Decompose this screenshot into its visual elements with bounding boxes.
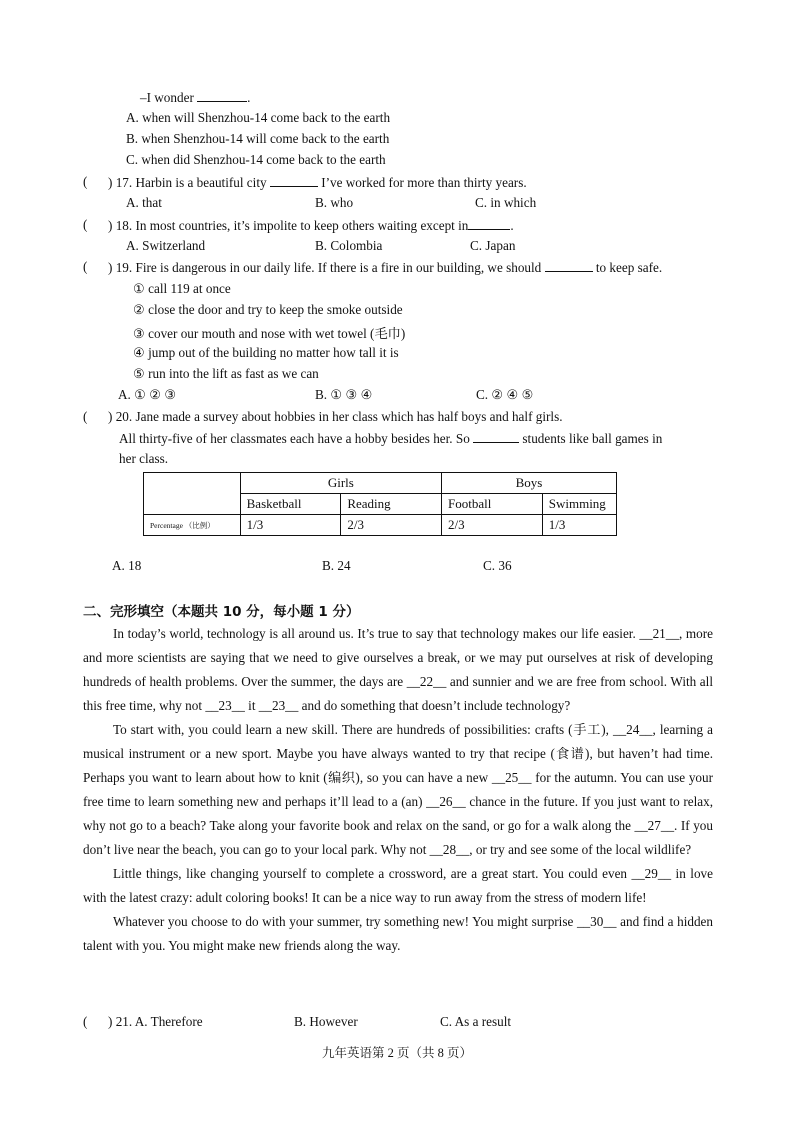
q19-option-a: A. ① ② ③ [118,387,177,402]
q16-option-b: B. when Shenzhou-14 will come back to the earth [126,131,390,146]
table-row [144,473,617,494]
q19-item-1: ① call 119 at once [133,281,231,296]
cell-basketball: 1/3 [240,515,341,536]
q16-option-c: C. when did Shenzhou-14 come back to the earth [126,152,386,167]
q20-paren: ( [83,409,88,424]
answer-blank [473,430,519,443]
answer-blank [545,259,593,272]
header-reading: Reading [341,494,442,515]
paragraph-1: In today’s world, technology is all around us. It’s true to say that technology makes our life easier. __21__, more and more scientists are saying that we need to give ourselves a break, or we may put ourselves at risk of developing hundreds of health problems. Over the summer, the days are __22__ and sunnier and we are free from school. With all this free time, why not __23__ it __23__ and do something that doesn’t include technology? [83,626,713,713]
paragraph-4: Whatever you choose to do with your summer, try something new! You might surprise __30__ and find a hidden talent with you. You might make new friends along the way. [83,914,713,953]
q19-stem: ) 19. Fire is dangerous in our daily life. If there is a fire in our building, we should to keep safe. [108,260,663,275]
q20-option-a: A. 18 [112,558,142,573]
q17-option-a: A. that [126,195,162,210]
q19-option-b: B. ① ③ ④ [315,387,373,402]
table-corner-cell [144,473,241,515]
q17-option-c: C. in which [475,195,537,210]
answer-blank [197,89,247,102]
q18-stem: ) 18. In most countries, it’s impolite to keep others waiting except in . [108,218,514,233]
cell-football: 2/3 [442,515,543,536]
q20-stem: ) 20. Jane made a survey about hobbies in her class which has half boys and half girls. [108,409,563,424]
q18-option-b: B. Colombia [315,238,383,253]
header-boys: Boys [442,473,617,494]
header-football: Football [442,494,543,515]
cell-swimming: 1/3 [542,515,616,536]
q16-stem: –I wonder . [140,90,251,105]
q19-item-5: ⑤ run into the lift as fast as we can [133,366,319,381]
cloze-passage [83,622,713,958]
q20-option-c: C. 36 [483,558,512,573]
q18-paren: ( [83,217,88,232]
q18-option-c: C. Japan [470,238,516,253]
q17-paren: ( [83,174,88,189]
q21-paren: ( [83,1014,88,1029]
q20-stem-line2: All thirty-five of her classmates each have a hobby besides her. So students like ball games in [119,431,663,446]
survey-table [143,472,617,536]
answer-blank [468,217,510,230]
header-girls: Girls [240,473,441,494]
paragraph-3: Little things, like changing yourself to complete a crossword, are a great start. You could even __29__ in love with the latest crazy: adult coloring books! It can be a nice way to run away from the stress of modern life! [83,866,713,905]
q20-option-b: B. 24 [322,558,351,573]
paragraph-2: To start with, you could learn a new skill. There are hundreds of possibilities: crafts (手工), __24__, learning a musical instrument or a new sport. Maybe you have always wanted to try that recipe (食谱), but haven’t had time. Perhaps you want to learn about how to knit (编织), so you can have a new __25__ for the autumn. You can use your free time to learn something new and perhaps it’ll lead to a (an) __26__ chance in the future. If you just want to relax, why not go to a beach? Take along your favorite book and relax on the sand, or go for a walk along the __27__. If you don’t live near the beach, you can go to your local park. Why not __28__, or try and see some of the local wildlife? [83,722,713,857]
page-footer: 九年英语第 2 页（共 8 页） [321,1046,472,1060]
q20-stem-line3: her class. [119,451,169,466]
table-row [144,515,617,536]
cell-reading: 2/3 [341,515,442,536]
q18-option-a: A. Switzerland [126,238,206,253]
q16-option-a: A. when will Shenzhou-14 come back to the earth [126,110,391,125]
row-label-percentage: Percentage （比例） [144,515,241,536]
header-swimming: Swimming [542,494,616,515]
q21-option-b: B. However [294,1014,358,1029]
q21-option-c: C. As a result [440,1014,512,1029]
q19-item-2: ② close the door and try to keep the smoke outside [133,302,403,317]
section-title: 二、完形填空（本题共 10 分，每小题 1 分） [83,604,360,620]
q21-option-a: ) 21. A. Therefore [108,1014,203,1029]
header-basketball: Basketball [240,494,341,515]
q17-option-b: B. who [315,195,354,210]
answer-blank [270,174,318,187]
q19-option-c: C. ② ④ ⑤ [476,387,534,402]
q19-item-4: ④ jump out of the building no matter how tall it is [133,345,399,360]
q17-stem: ) 17. Harbin is a beautiful city I’ve worked for more than thirty years. [108,175,527,190]
q19-item-3: ③ cover our mouth and nose with wet towel (毛巾) [133,326,406,341]
q19-paren: ( [83,259,88,274]
